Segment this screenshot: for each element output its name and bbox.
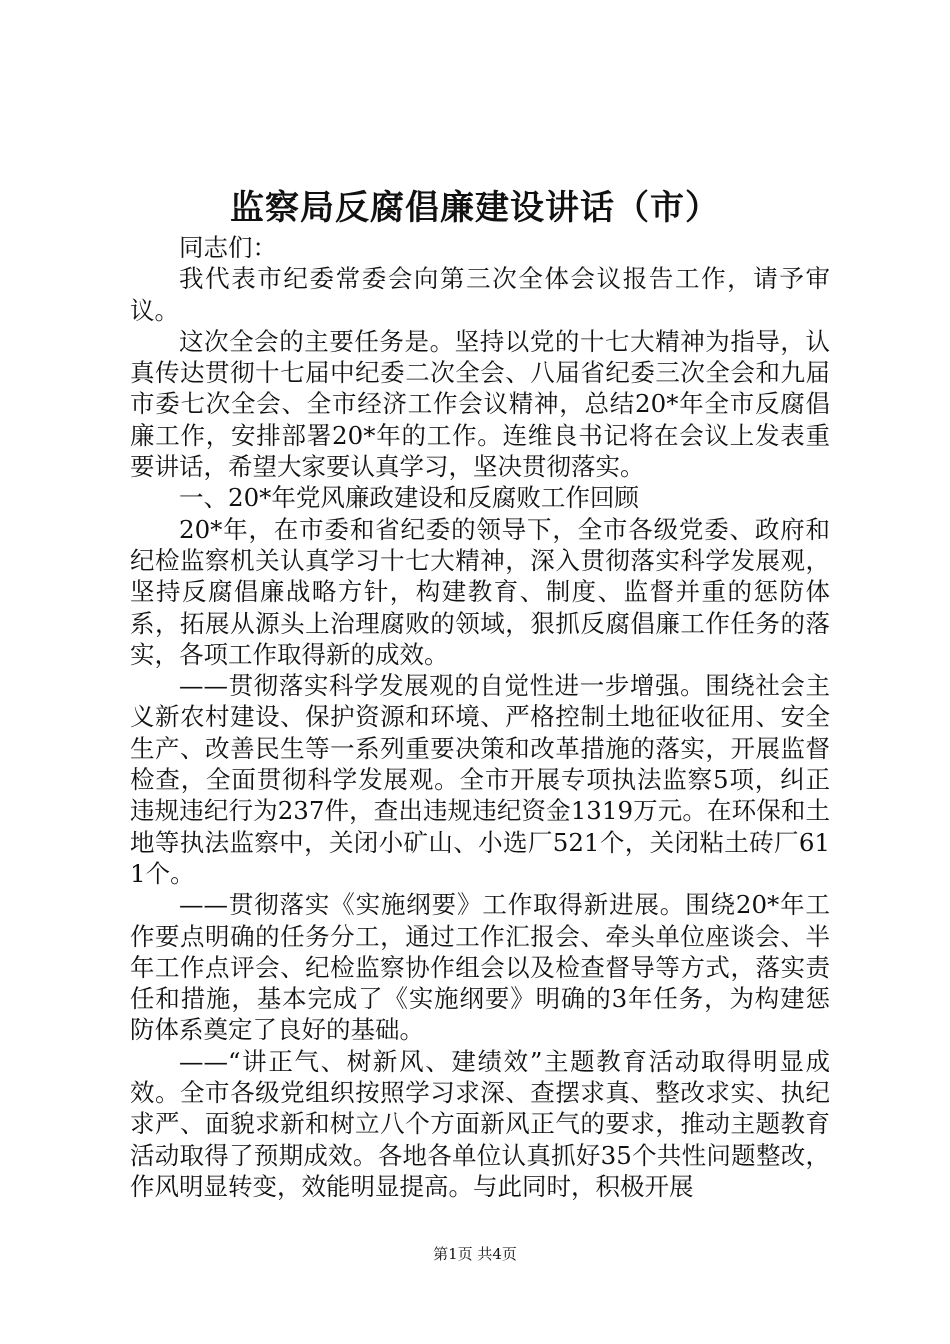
document-body <box>130 232 830 1202</box>
paragraph: 20*年，在市委和省纪委的领导下，全市各级党委、政府和纪检监察机关认真学习十七大精神，深入贯彻落实科学发展观，坚持反腐倡廉战略方针，构建教育、制度、监督并重的惩防体系，拓展从源头上治理腐败的领域，狠抓反腐倡廉工作任务的落实，各项工作取得新的成效。 <box>130 514 830 669</box>
paragraph: ——贯彻落实科学发展观的自觉性进一步增强。围绕社会主义新农村建设、保护资源和环境、严格控制土地征收征用、安全生产、改善民生等一系列重要决策和改革措施的落实，开展监督检查，全面贯彻科学发展观。全市开展专项执法监察5项，纠正违规违纪行为237件，查出违规违纪资金1319万元。在环保和土地等执法监察中，关闭小矿山、小选厂521个，关闭粘土砖厂611个。 <box>130 671 830 888</box>
paragraph: ——贯彻落实《实施纲要》工作取得新进展。围绕20*年工作要点明确的任务分工，通过工作汇报会、牵头单位座谈会、半年工作点评会、纪检监察协作组会以及检查督导等方式，落实责任和措施，基本完成了《实施纲要》明确的3年任务，为构建惩防体系奠定了良好的基础。 <box>130 890 830 1045</box>
paragraph: ——“讲正气、树新风、建绩效”主题教育活动取得明显成效。全市各级党组织按照学习求深、查摆求真、整改求实、执纪求严、面貌求新和树立八个方面新风正气的要求，推动主题教育活动取得了预期成效。各地各单位认真抓好35个共性问题整改，作风明显转变，效能明显提高。与此同时，积极开展 <box>130 1046 830 1201</box>
paragraph: 这次全会的主要任务是。坚持以党的十七大精神为指导，认真传达贯彻十七届中纪委二次全会、八届省纪委三次全会和九届市委七次全会、全市经济工作会议精神，总结20*年全市反腐倡廉工作，安排部署20*年的工作。连维良书记将在会议上发表重要讲话，希望大家要认真学习，坚决贯彻落实。 <box>130 326 830 482</box>
section-heading: 一、20*年党风廉政建设和反腐败工作回顾 <box>179 483 639 513</box>
paragraph: 我代表市纪委常委会向第三次全体会议报告工作，请予审议。 <box>130 264 830 325</box>
document-title: 监察局反腐倡廉建设讲话（市） <box>230 188 720 228</box>
page-number-footer: 第1页 共4页 <box>433 1245 517 1263</box>
salutation: 同志们： <box>179 233 277 262</box>
